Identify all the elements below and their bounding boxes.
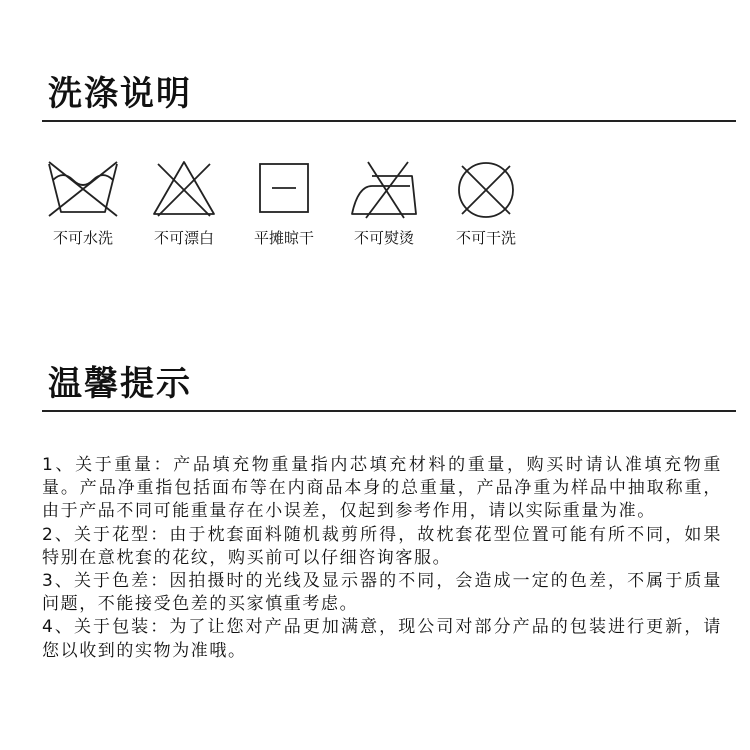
tip-color: 3、关于色差：因拍摄时的光线及显示器的不同，会造成一定的色差，不属于质量问题，不能接受色差的买家慎重考虑。 [42, 571, 722, 615]
no-dry-clean-icon [446, 158, 526, 220]
care-item-no-dry-clean [436, 158, 536, 258]
no-iron-icon [344, 158, 424, 220]
care-label-no-iron: 不可熨烫 [353, 229, 414, 247]
tips-list [42, 454, 722, 663]
care-label-no-wash: 不可水洗 [52, 229, 113, 247]
care-label-no-bleach: 不可漂白 [153, 229, 214, 247]
care-item-no-bleach [134, 158, 234, 258]
dry-flat-icon [244, 158, 324, 220]
care-item-no-wash [33, 158, 133, 258]
washing-title: 洗涤说明 [48, 74, 192, 114]
tips-title: 温馨提示 [48, 364, 192, 404]
no-wash-icon [43, 158, 123, 220]
tips-divider [42, 410, 736, 412]
care-item-no-iron [334, 158, 434, 258]
tip-weight: 1、关于重量：产品填充物重量指内芯填充材料的重量，购买时请认准填充物重量。产品净重指包括面布等在内商品本身的总重量，产品净重为样品中抽取称重，由于产品不同可能重量存在小误差，仅起到参考作用，请以实际重量为准。 [42, 455, 722, 522]
care-label-dry-flat: 平摊晾干 [253, 229, 314, 247]
care-label-no-dry-clean: 不可干洗 [455, 229, 516, 247]
tip-packaging: 4、关于包装：为了让您对产品更加满意，现公司对部分产品的包装进行更新，请您以收到的实物为准哦。 [42, 617, 722, 661]
care-item-dry-flat [234, 158, 334, 258]
no-bleach-icon [144, 158, 224, 220]
washing-divider [42, 120, 736, 122]
tip-pattern: 2、关于花型：由于枕套面料随机裁剪所得，故枕套花型位置可能有所不同，如果特别在意枕套的花纹，购买前可以仔细咨询客服。 [42, 524, 722, 568]
care-symbols [0, 158, 750, 258]
